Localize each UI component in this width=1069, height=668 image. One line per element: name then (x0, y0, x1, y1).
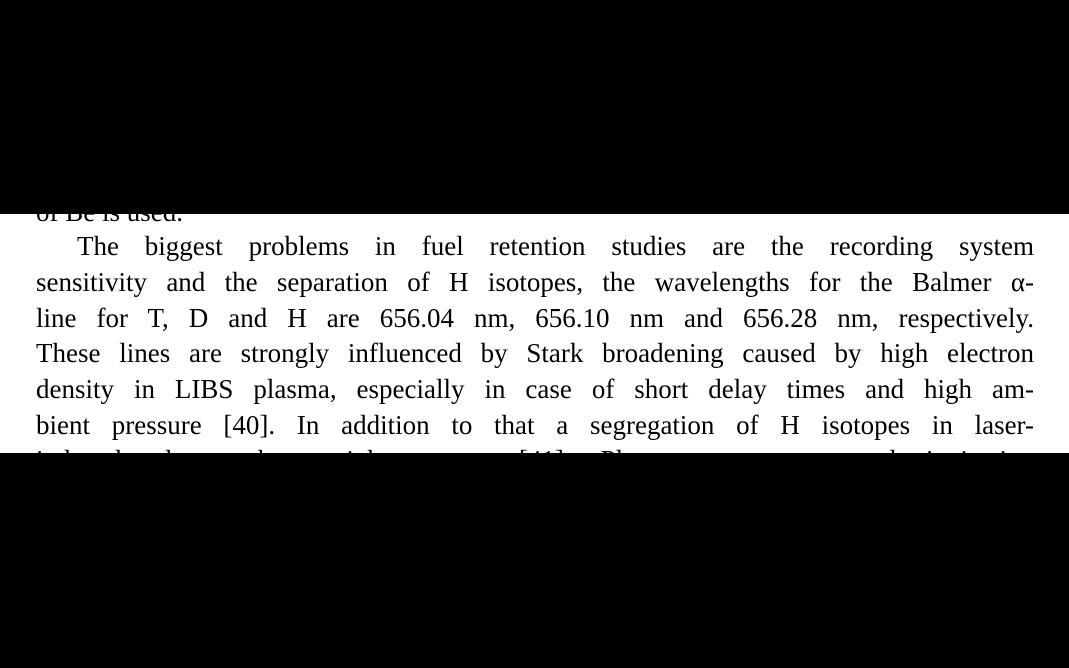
paragraph-line-6: bient pressure [40]. In addition to that a segregation of H isotopes in laser- (36, 410, 1034, 440)
paragraph-line-5: density in LIBS plasma, especially in case of short delay times and high am- (36, 374, 1034, 404)
paragraph-line-2: sensitivity and the separation of H isotopes, the wavelengths for the Balmer α- (36, 267, 1034, 297)
partial-line-top: of Be is used. (36, 197, 183, 227)
paragraph-line-7-cut: induced plasma by weight occurs [41]. Plasma parameters and ionization (36, 445, 1034, 475)
paragraph-line-3: line for T, D and H are 656.04 nm, 656.10 nm and 656.28 nm, respectively. (36, 303, 1034, 333)
paragraph-line-1: The biggest problems in fuel retention studies are the recording system (77, 231, 1034, 261)
paragraph-line-4: These lines are strongly influenced by Stark broadening caused by high electron (36, 338, 1034, 368)
document-visible-region (0, 197, 1069, 475)
